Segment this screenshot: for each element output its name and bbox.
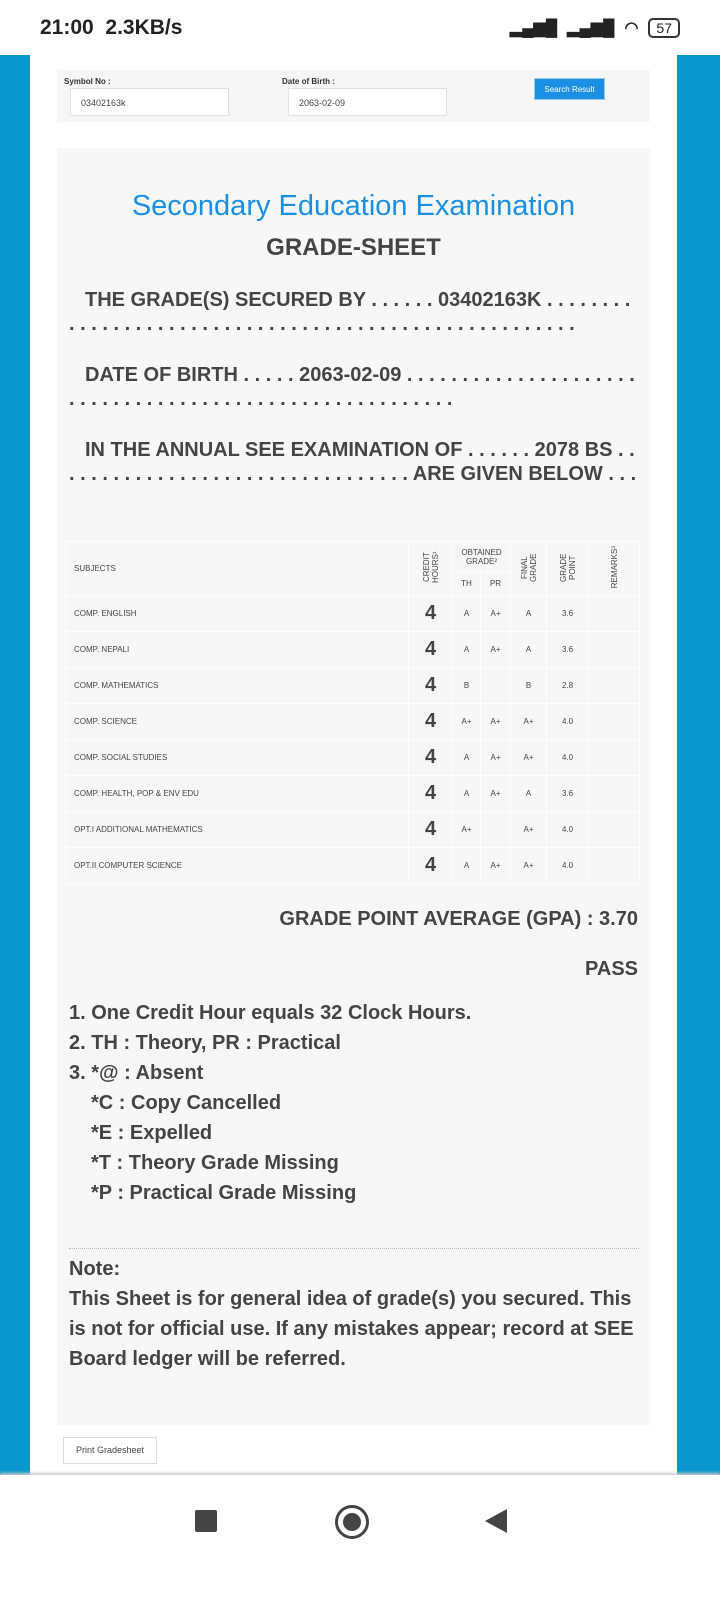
final-cell: B xyxy=(511,668,547,704)
table-row xyxy=(66,668,640,704)
footnote: *P : Practical Grade Missing xyxy=(91,1182,357,1204)
final-cell: A+ xyxy=(511,704,547,740)
search-form xyxy=(57,70,650,122)
pr-cell: A+ xyxy=(481,704,511,740)
clock: 21:00 xyxy=(40,15,94,39)
th-cell: A+ xyxy=(453,812,481,848)
remarks-cell xyxy=(589,596,640,632)
credit-cell: 4 xyxy=(409,704,453,740)
footnote: *C : Copy Cancelled xyxy=(91,1092,282,1114)
th-cell: A xyxy=(453,776,481,812)
th-cell: A xyxy=(453,596,481,632)
signal-icon: ▂▄▆█ xyxy=(509,19,558,37)
credit-cell: 4 xyxy=(409,632,453,668)
disclaimer xyxy=(69,1254,644,1374)
gp-header: GRADE POINT xyxy=(558,553,577,582)
credit-cell: 4 xyxy=(409,740,453,776)
subject-cell: OPT.II COMPUTER SCIENCE xyxy=(66,848,409,884)
final-cell: A+ xyxy=(511,812,547,848)
credit-cell: 4 xyxy=(409,668,453,704)
table-row xyxy=(66,596,640,632)
final-cell: A+ xyxy=(511,848,547,884)
th-header: TH xyxy=(453,572,481,596)
note-text: This Sheet is for general idea of grade(s) you secured. This is not for official use. If any mistakes appear; record at SEE Board ledger will be referred. xyxy=(69,1288,634,1370)
status-bar xyxy=(0,0,720,55)
credit-header: CREDIT HOURS¹ xyxy=(421,551,440,584)
symbol-input[interactable]: 03402163k xyxy=(70,88,229,116)
th-cell: A xyxy=(453,848,481,884)
subject-cell: COMP. SCIENCE xyxy=(66,704,409,740)
pr-cell: A+ xyxy=(481,596,511,632)
note-title: Note: xyxy=(69,1258,121,1280)
exam-title: Secondary Education Examination xyxy=(131,190,576,222)
subject-cell: COMP. MATHEMATICS xyxy=(66,668,409,704)
dob-line: DATE OF BIRTH . . . . . 2063-02-09 . . . . . . . . . . . . . . . . . . . . . . . . . . . . . . . . . . . . . . . . . . . . . . . . . . . . . . . . xyxy=(69,364,635,410)
final-header: FINAL GRADE xyxy=(519,553,538,582)
th-cell: A+ xyxy=(453,704,481,740)
remarks-header: REMARKS³ xyxy=(609,546,619,589)
footnote: *T : Theory Grade Missing xyxy=(91,1152,339,1174)
th-cell: A xyxy=(453,740,481,776)
remarks-cell xyxy=(589,632,640,668)
final-cell: A xyxy=(511,776,547,812)
grade-sheet xyxy=(57,148,650,1425)
footnote: 1. One Credit Hour equals 32 Clock Hours. xyxy=(69,1002,472,1024)
credit-cell: 4 xyxy=(409,776,453,812)
gp-cell: 4.0 xyxy=(547,848,589,884)
dob-input[interactable]: 2063-02-09 xyxy=(288,88,447,116)
wifi-icon: ◠ xyxy=(624,19,639,37)
subject-cell: COMP. ENGLISH xyxy=(66,596,409,632)
obtained-header: OBTAINED GRADE² xyxy=(453,542,511,572)
footnote: 3. *@ : Absent xyxy=(69,1062,204,1084)
table-row xyxy=(66,704,640,740)
home-button[interactable] xyxy=(335,1505,369,1539)
gp-cell: 4.0 xyxy=(547,812,589,848)
subject-cell: COMP. NEPALI xyxy=(66,632,409,668)
gp-cell: 3.6 xyxy=(547,776,589,812)
gp-cell: 4.0 xyxy=(547,740,589,776)
subject-cell: OPT.I ADDITIONAL MATHEMATICS xyxy=(66,812,409,848)
exam-line: IN THE ANNUAL SEE EXAMINATION OF . . . . . . 2078 BS . . . . . . . . . . . . . . . . . . . . . . . . . . . . . . . . . ARE GIVEN BELOW . . . xyxy=(69,439,637,485)
table-row xyxy=(66,632,640,668)
footnotes xyxy=(69,998,471,1208)
result: PASS xyxy=(585,958,638,980)
table-row xyxy=(66,740,640,776)
pr-cell xyxy=(481,812,511,848)
table-row xyxy=(66,812,640,848)
divider xyxy=(69,1248,639,1249)
remarks-cell xyxy=(589,812,640,848)
recents-button[interactable] xyxy=(195,1510,217,1532)
th-cell: A xyxy=(453,632,481,668)
th-cell: B xyxy=(453,668,481,704)
gp-cell: 4.0 xyxy=(547,704,589,740)
back-button[interactable] xyxy=(485,1509,507,1533)
final-cell: A xyxy=(511,596,547,632)
final-cell: A xyxy=(511,632,547,668)
pr-cell: A+ xyxy=(481,776,511,812)
pr-cell xyxy=(481,668,511,704)
credit-cell: 4 xyxy=(409,848,453,884)
table-row xyxy=(66,776,640,812)
credit-cell: 4 xyxy=(409,596,453,632)
pr-cell: A+ xyxy=(481,740,511,776)
remarks-cell xyxy=(589,776,640,812)
gp-cell: 3.6 xyxy=(547,632,589,668)
print-gradesheet-button[interactable]: Print Gradesheet xyxy=(63,1437,157,1464)
remarks-cell xyxy=(589,704,640,740)
remarks-cell xyxy=(589,740,640,776)
secured-by-line: THE GRADE(S) SECURED BY . . . . . . 03402163K . . . . . . . . . . . . . . . . . . . . . . . . . . . . . . . . . . . . . . . . . . . . . . . . . . . . . . xyxy=(69,289,631,335)
sheet-subtitle: GRADE-SHEET xyxy=(266,234,441,261)
page-content xyxy=(30,55,677,1475)
subject-cell: COMP. HEALTH, POP & ENV EDU xyxy=(66,776,409,812)
footnote: *E : Expelled xyxy=(91,1122,213,1144)
remarks-cell xyxy=(589,848,640,884)
table-row xyxy=(66,848,640,884)
grades-table xyxy=(65,541,640,884)
dob-label: Date of Birth : xyxy=(282,77,335,86)
search-result-button[interactable]: Search Result xyxy=(534,78,605,100)
subject-cell: COMP. SOCIAL STUDIES xyxy=(66,740,409,776)
credit-cell: 4 xyxy=(409,812,453,848)
battery-icon: 57 xyxy=(648,18,680,38)
gp-cell: 2.8 xyxy=(547,668,589,704)
final-cell: A+ xyxy=(511,740,547,776)
remarks-cell xyxy=(589,668,640,704)
pr-cell: A+ xyxy=(481,632,511,668)
pr-cell: A+ xyxy=(481,848,511,884)
signal-icon: ▂▄▆█ xyxy=(567,19,615,37)
gp-cell: 3.6 xyxy=(547,596,589,632)
footnote: 2. TH : Theory, PR : Practical xyxy=(69,1032,341,1054)
navigation-bar xyxy=(0,1475,720,1600)
subjects-header: SUBJECTS xyxy=(66,542,409,596)
network-speed: 2.3KB/s xyxy=(105,15,183,39)
gpa: GRADE POINT AVERAGE (GPA) : 3.70 xyxy=(279,908,638,930)
pr-header: PR xyxy=(481,572,511,596)
symbol-label: Symbol No : xyxy=(64,77,111,86)
